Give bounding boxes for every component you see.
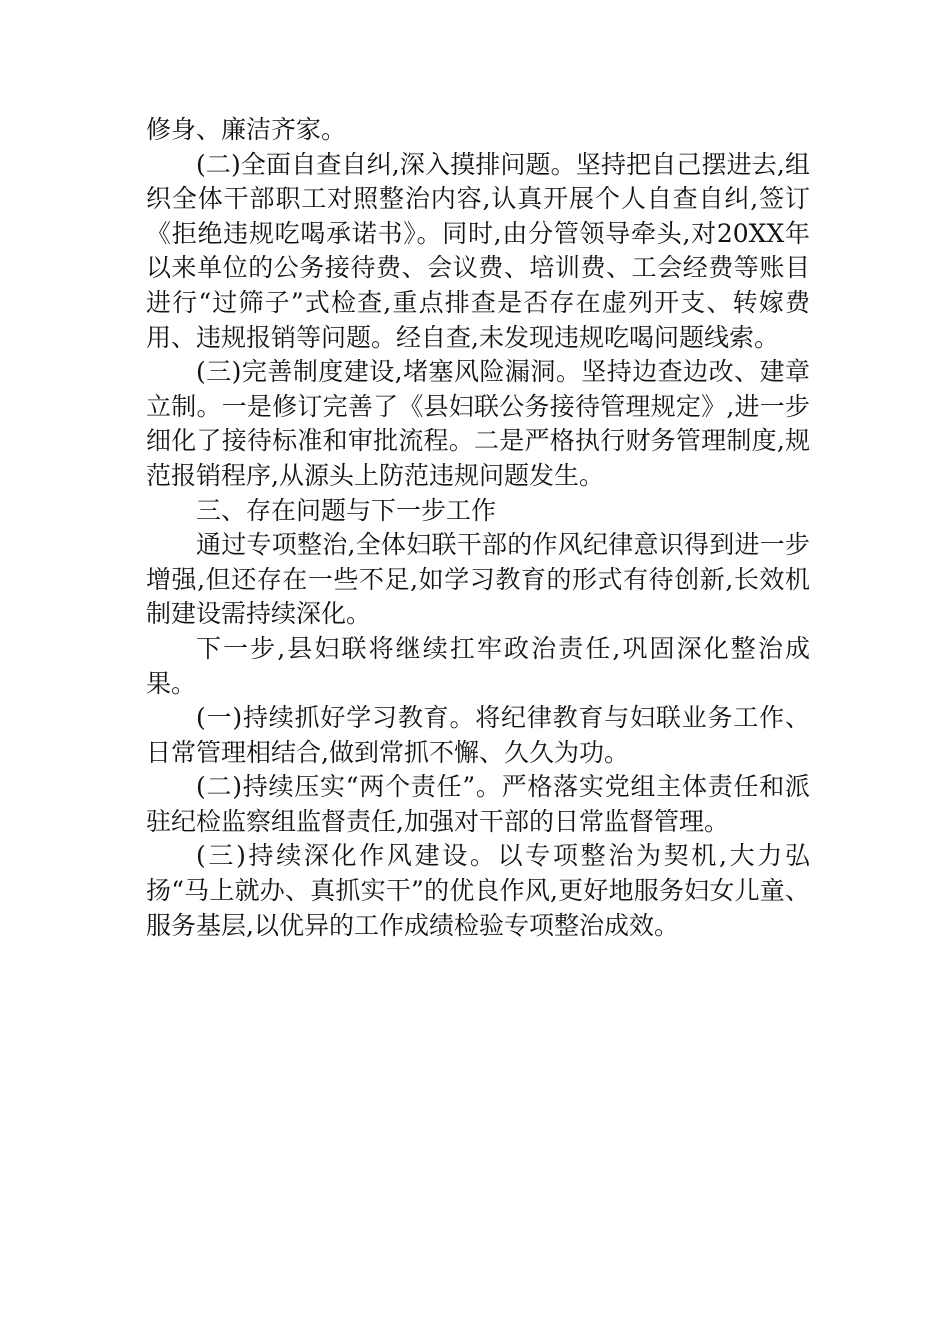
- paragraph-study-education: (一)持续抓好学习教育。将纪律教育与妇联业务工作、日常管理相结合,做到常抓不懈、久久为功。: [146, 703, 810, 767]
- paragraph-next-step: 下一步,县妇联将继续扛牢政治责任,巩固深化整治成果。: [146, 633, 810, 698]
- document-body: [146, 113, 810, 943]
- paragraph-self-inspection: (二)全面自查自纠,深入摸排问题。坚持把自己摆进去,组织全体干部职工对照整治内容,认真开展个人自查自纠,签订《拒绝违规吃喝承诺书》。同时,由分管领导牵头,对20XX年以来单位的公务接待费、会议费、培训费、工会经费等账目进行“过筛子”式检查,重点排查是否存在虚列开支、转嫁费用、违规报销等问题。经自查,未发现违规吃喝问题线索。: [146, 149, 810, 352]
- section-heading-problems: 三、存在问题与下一步工作: [196, 495, 497, 525]
- paragraph-work-style: (三)持续深化作风建设。以专项整治为契机,大力弘扬“马上就办、真抓实干”的优良作风,更好地服务妇女儿童、服务基层,以优异的工作成绩检验专项整治成效。: [146, 841, 810, 940]
- paragraph-shortcomings: 通过专项整治,全体妇联干部的作风纪律意识得到进一步增强,但还存在一些不足,如学习教育的形式有待创新,长效机制建设需持续深化。: [146, 530, 810, 629]
- paragraph-system-building: (三)完善制度建设,堵塞风险漏洞。坚持边查边改、建章立制。一是修订完善了《县妇联公务接待管理规定》,进一步细化了接待标准和审批流程。二是严格执行财务管理制度,规范报销程序,从源头上防范违规问题发生。: [146, 357, 810, 490]
- paragraph-continuation: 修身、廉洁齐家。: [146, 115, 347, 144]
- paragraph-responsibility: (二)持续压实“两个责任”。严格落实党组主体责任和派驻纪检监察组监督责任,加强对干部的日常监督管理。: [146, 772, 810, 836]
